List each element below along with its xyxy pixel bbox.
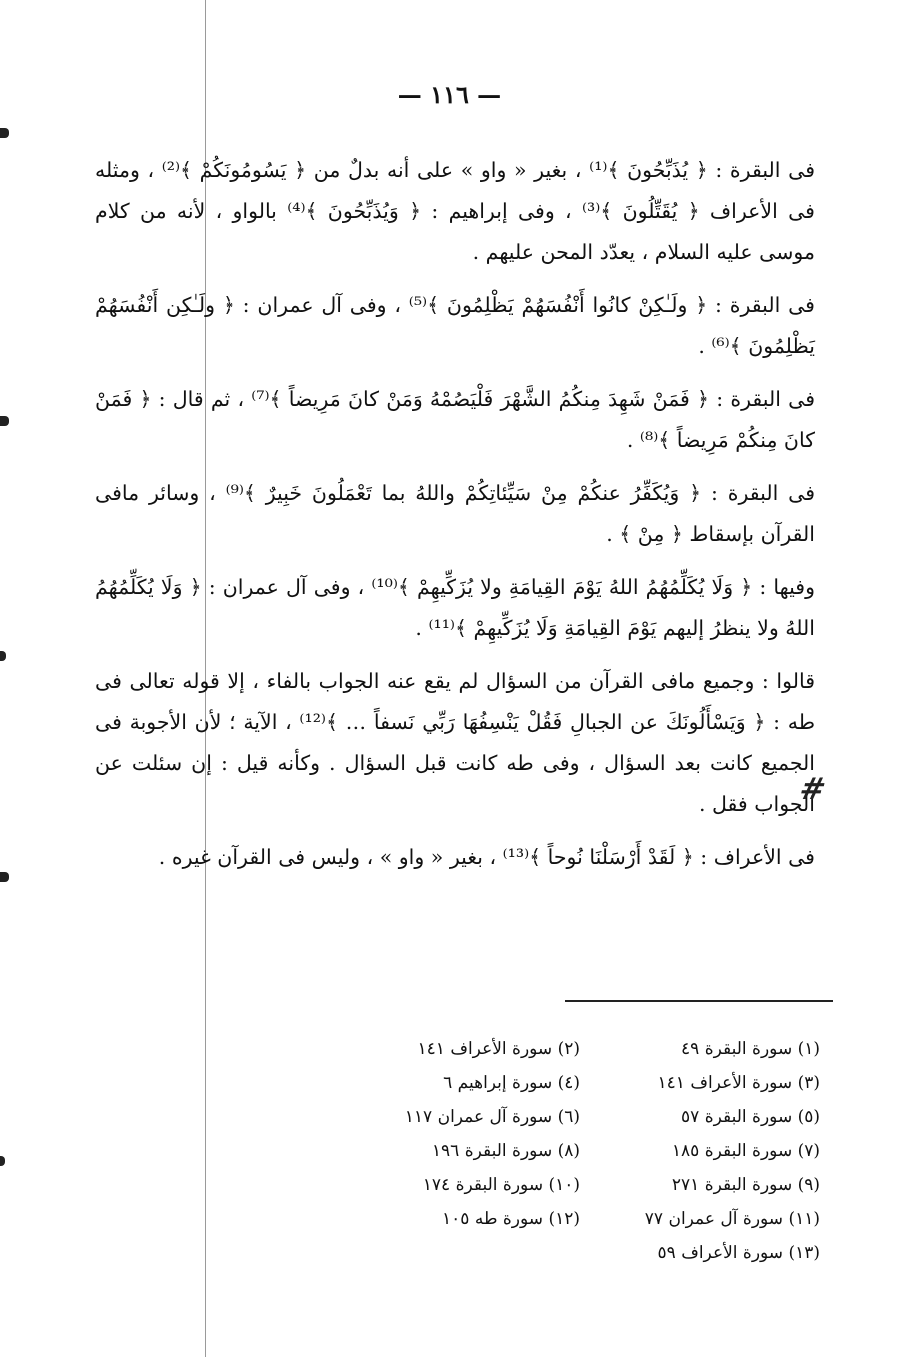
footnote: (٥) سورة البقرة ٥٧ (681, 1107, 820, 1127)
footnote: (١) سورة البقرة ٤٩ (681, 1039, 820, 1059)
paragraph: فى البقرة : ﴿ ولَـٰكِنْ كانُوا أَنْفُسَهُمْ يَظْلِمُونَ ﴾⁽⁵⁾ ، وفى آل عمران : ﴿ ولَـٰكِن أَنْفُسَهُمْ يَظْلِمُونَ ﴾⁽⁶⁾ . (95, 293, 815, 358)
handwritten-mark-icon: # (796, 772, 829, 807)
footnote: (٤) سورة إبراهيم ٦ (443, 1073, 580, 1093)
footnote: (٦) سورة آل عمران ١١٧ (404, 1107, 580, 1127)
footnote: (٣) سورة الأعراف ١٤١ (657, 1073, 820, 1093)
footnote: (١١) سورة آل عمران ٧٧ (644, 1209, 820, 1229)
edge-mark (0, 1156, 5, 1166)
paragraph: فى البقرة : ﴿ وَيُكَفِّرُ عنكُمْ مِنْ سَيِّئاتِكُمْ واللهُ بما تَعْمَلُونَ خَبِيرٌ ﴾⁽⁹⁾ ، وسائر مافى القرآن بإسقاط ﴿ مِنْ ﴾ . (95, 481, 815, 546)
paragraph: فى البقرة : ﴿ فَمَنْ شَهِدَ مِنكُمُ الشَّهْرَ فَلْيَصُمْهُ وَمَنْ كانَ مَرِيضاً ﴾⁽⁷⁾ ، ثم قال : ﴿ فَمَنْ كانَ مِنكُمْ مَرِيضاً ﴾⁽⁸⁾ . (95, 387, 815, 452)
paragraph: وفيها : ﴿ وَلَا يُكَلِّمُهُمُ اللهُ يَوْمَ القِيامَةِ ولا يُزَكِّيهِمْ ﴾⁽¹⁰⁾ ، وفى آل عمران : ﴿ وَلَا يُكَلِّمُهُمُ اللهُ ولا ينظرُ إليهم يَوْمَ القِيامَةِ وَلَا يُزَكِّيهِمْ ﴾⁽¹¹⁾ . (95, 575, 815, 640)
footnote-divider (565, 1000, 833, 1002)
footnote: (٧) سورة البقرة ١٨٥ (671, 1141, 820, 1161)
paragraph: قالوا : وجميع مافى القرآن من السؤال لم يقع عنه الجواب بالفاء ، إلا قوله تعالى فى طه : ﴿ وَيَسْأَلُونَكَ عن الجبالِ فَقُلْ يَنْسِفُهَا رَبِّي نَسفاً … ﴾⁽¹²⁾ ، الآية ؛ لأن الأجوبة فى الجميع كانت بعد السؤال ، وفى طه كانت قبل السؤال . وكأنه قيل : إن سئلت عن الجواب فقل . (95, 669, 816, 816)
edge-mark (0, 872, 9, 882)
footnote: (١٢) سورة طه ١٠٥ (442, 1209, 580, 1229)
page-number: — ١١٦ — (397, 80, 502, 109)
footnote: (٨) سورة البقرة ١٩٦ (431, 1141, 580, 1161)
edge-mark (0, 416, 9, 426)
footnote: (٢) سورة الأعراف ١٤١ (417, 1039, 580, 1059)
footnote: (١٠) سورة البقرة ١٧٤ (422, 1175, 580, 1195)
paragraph: فى البقرة : ﴿ يُذَبِّحُونَ ﴾⁽¹⁾ ، بغير « واو » على أنه بدلٌ من ﴿ يَسُومُونَكُمْ ﴾⁽²⁾ ، ومثله فى الأعراف ﴿ يُقَتِّلُونَ ﴾⁽³⁾ ، وفى إبراهيم : ﴿ وَيُذَبِّحُونَ ﴾⁽⁴⁾ بالواو ، لأنه من كلام موسى عليه السلام ، يعدّد المحن عليهم . (95, 158, 815, 264)
paragraph: فى الأعراف : ﴿ لَقَدْ أَرْسَلْنَا نُوحاً ﴾⁽¹³⁾ ، بغير « واو » ، وليس فى القرآن غيره . (158, 845, 815, 869)
edge-mark (0, 128, 9, 138)
footnotes (360, 1034, 820, 1268)
edge-mark (0, 651, 6, 661)
footnote: (٩) سورة البقرة ٢٧١ (671, 1175, 820, 1195)
main-text (95, 150, 815, 890)
footnote: (١٣) سورة الأعراف ٥٩ (657, 1243, 820, 1263)
